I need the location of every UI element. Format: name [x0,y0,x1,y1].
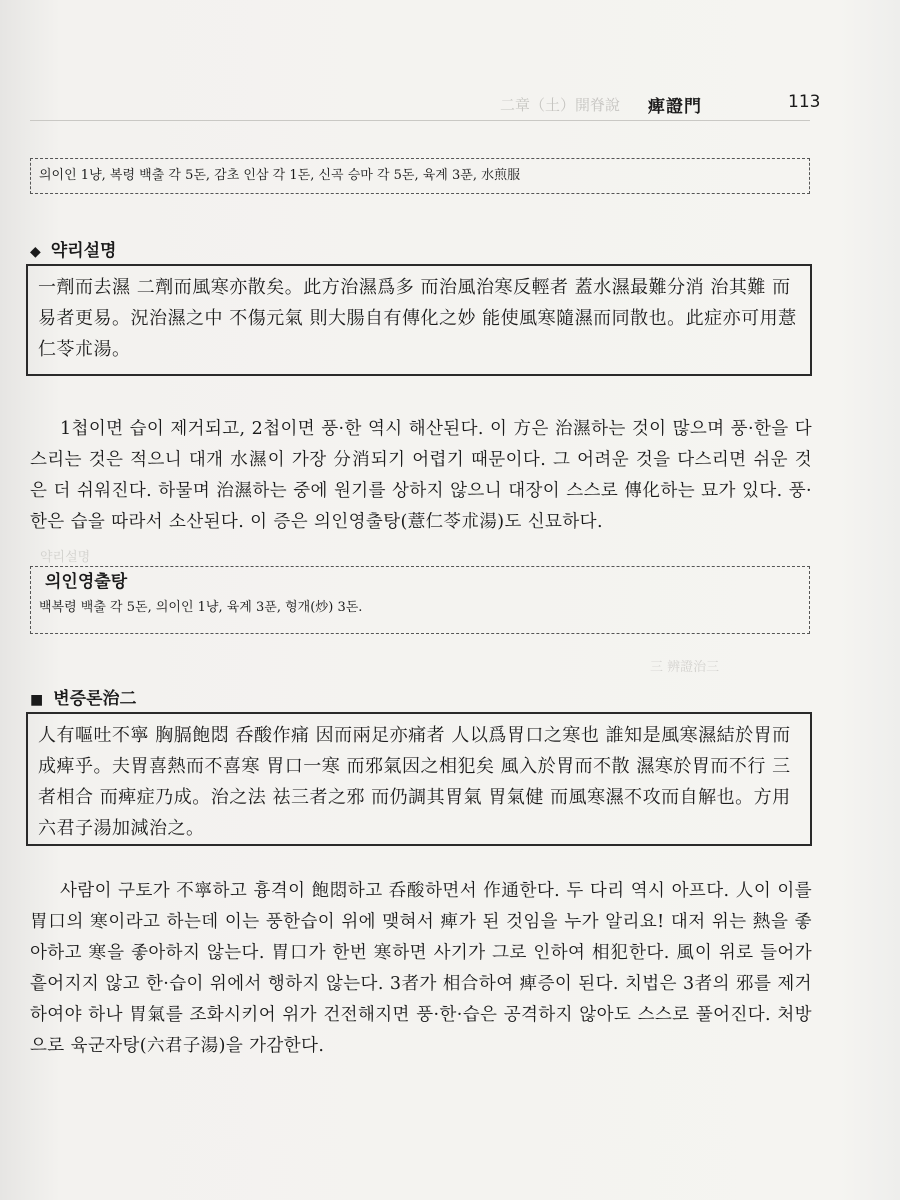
classical-text: 人有嘔吐不寧 胸膈飽悶 呑酸作痛 因而兩足亦痛者 人以爲胃口之寒也 誰知是風寒濕結於胃而成痺乎。夫胃喜熱而不喜寒 胃口一寒 而邪氣因之相犯矣 風入於胃而不散 濕寒於胃而不行 三者相合 而痺症乃成。治之法 祛三者之邪 而仍調其胃氣 胃氣健 而風寒濕不攻而自解也。方用 六君子湯加減治之。 [38,725,791,839]
running-header [30,92,821,121]
formula-name: 의인영출탕 [45,572,128,592]
classical-text: 一劑而去濕 二劑而風寒亦散矣。此方治濕爲多 而治風治寒反輕者 蓋水濕最難分消 治其難 而易者更易。況治濕之中 不傷元氣 則大腸自有傳化之妙 能使風寒隨濕而同散也。此症亦可用薏仁苓朮湯。 [38,277,797,360]
prescription-box-top [30,158,810,194]
formula-ingredients: 백복령 백출 각 5돈, 의이인 1냥, 육계 3푼, 형개(炒) 3돈. [39,600,363,615]
chapter-title: 痺證門 [648,97,702,117]
bleed-through-text: 약리설명 [40,550,91,565]
section-title: 변증론治二 [53,689,137,709]
page-number: 113 [788,92,821,112]
section-heading-differentiation [30,684,137,709]
classical-text-box [26,264,812,376]
square-bullet-icon: ■ [30,692,44,708]
classical-text-box [26,712,812,846]
header-ghost-text: 二章（土）開脊說 [500,96,621,114]
section-title: 약리설명 [50,241,117,261]
diamond-bullet-icon: ◆ [30,244,41,260]
bleed-through-text: 三 辨證治三 [650,660,720,675]
prescription-text: 의이인 1냥, 복령 백출 각 5돈, 감초 인삼 각 1돈, 신곡 승마 각 5돈, 육계 3푼, 水煎服 [39,168,521,183]
translation-paragraph: 사람이 구토가 不寧하고 흉격이 飽悶하고 呑酸하면서 作通한다. 두 다리 역시 아프다. 人이 이를 胃口의 寒이라고 하는데 이는 풍한습이 위에 맺혀서 痺가 된 것임을 누가 알리요! 대저 위는 熱을 좋아하고 寒을 좋아하지 않는다. 胃口가 한번 寒하면 사기가 그로 인하여 相犯한다. 風이 위로 들어가 흩어지지 않고 한·습이 위에서 행하지 않는다. 3者가 相合하여 痺증이 된다. 치법은 3者의 邪를 제거하여야 하나 胃氣를 조화시키어 위가 건전해지면 풍·한·습은 공격하지 않아도 스스로 풀어진다. 처방으로 육군자탕(六君子湯)을 가감한다. [30,881,812,1056]
section-heading-pharmacology [30,236,116,261]
prescription-box-formula [30,566,810,634]
translation-paragraph: 1첩이면 습이 제거되고, 2첩이면 풍·한 역시 해산된다. 이 方은 治濕하는 것이 많으며 풍·한을 다스리는 것은 적으니 대개 水濕이 가장 分消되기 어렵기 때문이다. 그 어려운 것을 다스리면 쉬운 것은 더 쉬워진다. 하물며 治濕하는 중에 원기를 상하지 않으니 대장이 스스로 傳化하는 묘가 있다. 풍·한은 습을 따라서 소산된다. 이 증은 의인영출탕(薏仁苓朮湯)도 신묘하다. [30,419,812,532]
